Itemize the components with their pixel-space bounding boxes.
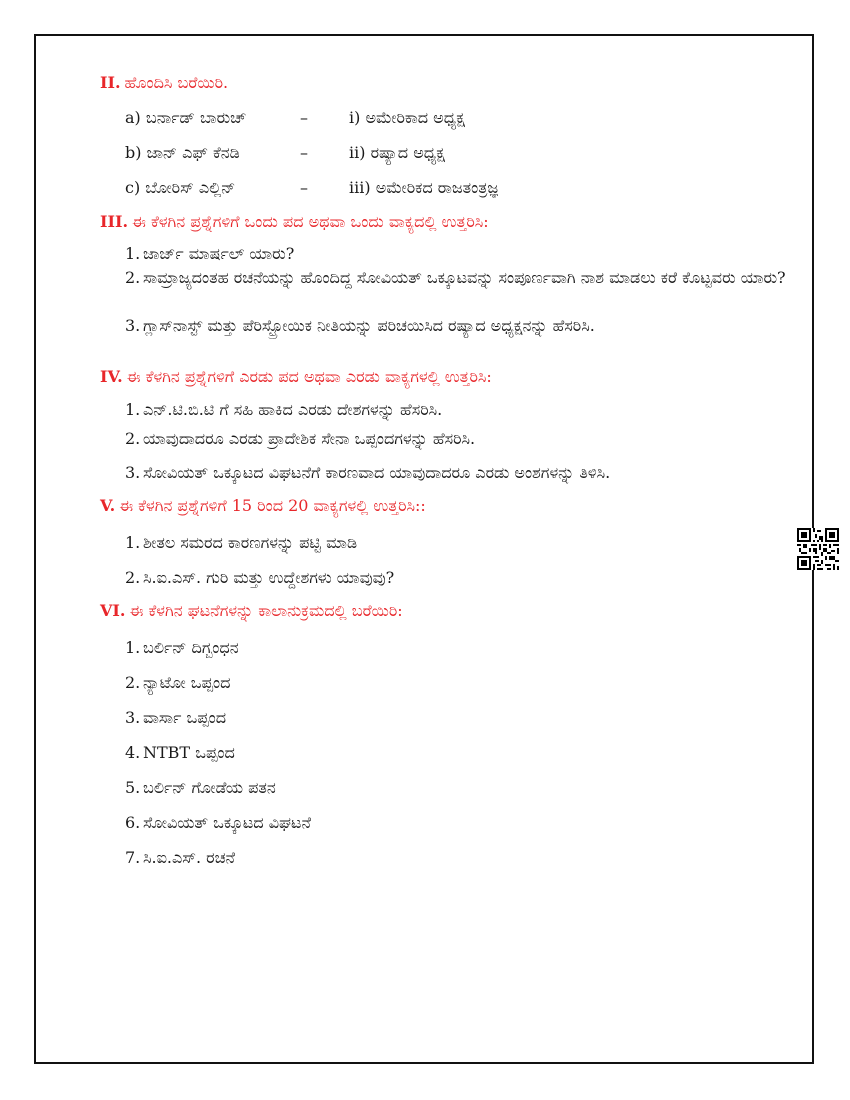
question-item xyxy=(125,671,805,694)
section-title: ಈ ಕೆಳಗಿನ ಪ್ರಶ್ನೆಗಳಿಗೆ ಒಂದು ಪದ ಅಥವಾ ಒಂದು ವಾಕ್ಯದಲ್ಲಿ ಉತ್ತರಿಸಿ: xyxy=(132,212,489,231)
match-dash: – xyxy=(300,108,308,127)
item-label: b) xyxy=(125,143,142,162)
question-item xyxy=(125,242,805,265)
question-item xyxy=(125,741,805,764)
item-text: ರಷ್ಯಾದ ಅಧ್ಯಕ್ಷ xyxy=(370,143,445,162)
item-text: ಬೋರಿಸ್ ಎಲ್ಲಿನ್ xyxy=(145,178,236,197)
question-item xyxy=(125,811,805,834)
question-number: 2. xyxy=(125,268,141,287)
question-item xyxy=(125,266,805,289)
question-item xyxy=(125,566,805,589)
question-item xyxy=(125,314,805,337)
item-text: ಅಮೇರಿಕಾದ ಅಧ್ಯಕ್ಷ xyxy=(365,108,465,127)
question-text: NTBT ಒಪ್ಪಂದ xyxy=(143,743,235,762)
question-number: 6. xyxy=(125,813,141,832)
section-title: ಹೊಂದಿಸಿ ಬರೆಯಿರಿ. xyxy=(124,73,229,92)
section-number: III. xyxy=(100,212,129,231)
question-number: 5. xyxy=(125,778,141,797)
qr-code-icon xyxy=(797,528,839,570)
question-item xyxy=(125,398,805,421)
question-number: 1. xyxy=(125,533,141,552)
item-label: i) xyxy=(349,108,361,127)
question-text: ನ್ಯಾಟೋ ಒಪ್ಪಂದ xyxy=(143,673,231,692)
item-label: c) xyxy=(125,178,141,197)
section-ii-heading xyxy=(100,73,228,93)
section-iv-heading xyxy=(100,367,492,387)
match-dash: – xyxy=(300,178,308,197)
question-text: ಸಿ.ಐ.ಎಸ್. ರಚನೆ xyxy=(143,848,236,867)
match-left-item xyxy=(125,108,246,128)
question-text: ಸೋವಿಯತ್ ಒಕ್ಕೂಟದ ವಿಘಟನೆಗೆ ಕಾರಣವಾದ ಯಾವುದಾದರೂ ಎರಡು ಅಂಶಗಳನ್ನು ತಿಳಿಸಿ. xyxy=(143,463,611,482)
question-item xyxy=(125,706,805,729)
match-right-item xyxy=(349,143,445,163)
question-text: ಸಾಮ್ರಾಜ್ಯದಂತಹ ರಚನೆಯನ್ನು ಹೊಂದಿದ್ದ ಸೋವಿಯತ್ ಒಕ್ಕೂಟವನ್ನು ಸಂಪೂರ್ಣವಾಗಿ ನಾಶ ಮಾಡಲು ಕರೆ ಕೊಟ್ಟವರು ಯಾರು? xyxy=(143,268,786,287)
section-title: ಈ ಕೆಳಗಿನ ಘಟನೆಗಳನ್ನು ಕಾಲಾನುಕ್ರಮದಲ್ಲಿ ಬರೆಯಿರಿ: xyxy=(129,601,403,620)
question-number: 2. xyxy=(125,568,141,587)
question-text: ಗ್ಲಾಸ್‌ನಾಸ್ಟ್ ಮತ್ತು ಪೆರಿಸ್ಟ್ರೋಯಿಕ ನೀತಿಯನ್ನು ಪರಿಚಯಿಸಿದ ರಷ್ಯಾದ ಅಧ್ಯಕ್ಷನನ್ನು ಹೆಸರಿಸಿ. xyxy=(143,316,595,335)
question-number: 3. xyxy=(125,316,141,335)
question-text: ಶೀತಲ ಸಮರದ ಕಾರಣಗಳನ್ನು ಪಟ್ಟಿ ಮಾಡಿ xyxy=(143,533,358,552)
question-number: 3. xyxy=(125,708,141,727)
question-item xyxy=(125,427,805,450)
question-text: ಬರ್ಲಿನ್ ಗೋಡೆಯ ಪತನ xyxy=(143,778,276,797)
section-number: II. xyxy=(100,73,121,92)
item-text: ಅಮೇರಿಕದ ರಾಜತಂತ್ರಜ್ಞ xyxy=(375,178,498,197)
question-number: 2. xyxy=(125,673,141,692)
question-number: 2. xyxy=(125,429,141,448)
match-right-item xyxy=(349,108,465,128)
section-vi-heading xyxy=(100,601,403,621)
item-text: ಬರ್ನಾಡ್ ಬಾರುಚ್ xyxy=(145,108,247,127)
match-left-item xyxy=(125,178,235,198)
question-text: ವಾರ್ಸಾ ಒಪ್ಪಂದ xyxy=(143,708,227,727)
question-text: ಎನ್.ಟಿ.ಬಿ.ಟಿ ಗೆ ಸಹಿ ಹಾಕಿದ ಎರಡು ದೇಶಗಳನ್ನು ಹೆಸರಿಸಿ. xyxy=(143,400,443,419)
item-text: ಜಾನ್ ಎಫ್ ಕೆನಡಿ xyxy=(146,143,240,162)
question-item xyxy=(125,461,805,484)
section-title: ಈ ಕೆಳಗಿನ ಪ್ರಶ್ನೆಗಳಿಗೆ 15 ರಿಂದ 20 ವಾಕ್ಯಗಳಲ್ಲಿ ಉತ್ತರಿಸಿ:: xyxy=(119,496,426,515)
section-iii-heading xyxy=(100,212,489,232)
question-number: 3. xyxy=(125,463,141,482)
question-number: 1. xyxy=(125,400,141,419)
match-left-item xyxy=(125,143,240,163)
match-dash: – xyxy=(300,143,308,162)
question-text: ಸಿ.ಐ.ಎಸ್. ಗುರಿ ಮತ್ತು ಉದ್ದೇಶಗಳು ಯಾವುವು? xyxy=(143,568,395,587)
item-label: iii) xyxy=(349,178,371,197)
question-number: 4. xyxy=(125,743,141,762)
question-text: ಸೋವಿಯತ್ ಒಕ್ಕೂಟದ ವಿಘಟನೆ xyxy=(143,813,312,832)
match-right-item xyxy=(349,178,498,198)
item-label: ii) xyxy=(349,143,366,162)
question-item xyxy=(125,636,805,659)
section-v-heading xyxy=(100,496,426,516)
question-number: 7. xyxy=(125,848,141,867)
question-text: ಯಾವುದಾದರೂ ಎರಡು ಪ್ರಾದೇಶಿಕ ಸೇನಾ ಒಪ್ಪಂದಗಳನ್ನು ಹೆಸರಿಸಿ. xyxy=(143,429,476,448)
question-item xyxy=(125,846,805,869)
section-number: V. xyxy=(100,496,116,515)
question-text: ಜಾರ್ಜ್ ಮಾರ್ಷಲ್ ಯಾರು? xyxy=(143,244,295,263)
section-number: IV. xyxy=(100,367,123,386)
question-number: 1. xyxy=(125,638,141,657)
section-number: VI. xyxy=(100,601,126,620)
item-label: a) xyxy=(125,108,141,127)
question-text: ಬರ್ಲಿನ್ ದಿಗ್ಬಂಧನ xyxy=(143,638,239,657)
question-number: 1. xyxy=(125,244,141,263)
section-title: ಈ ಕೆಳಗಿನ ಪ್ರಶ್ನೆಗಳಿಗೆ ಎರಡು ಪದ ಅಥವಾ ಎರಡು ವಾಕ್ಯಗಳಲ್ಲಿ ಉತ್ತರಿಸಿ: xyxy=(126,367,492,386)
question-item xyxy=(125,531,805,554)
question-item xyxy=(125,776,805,799)
